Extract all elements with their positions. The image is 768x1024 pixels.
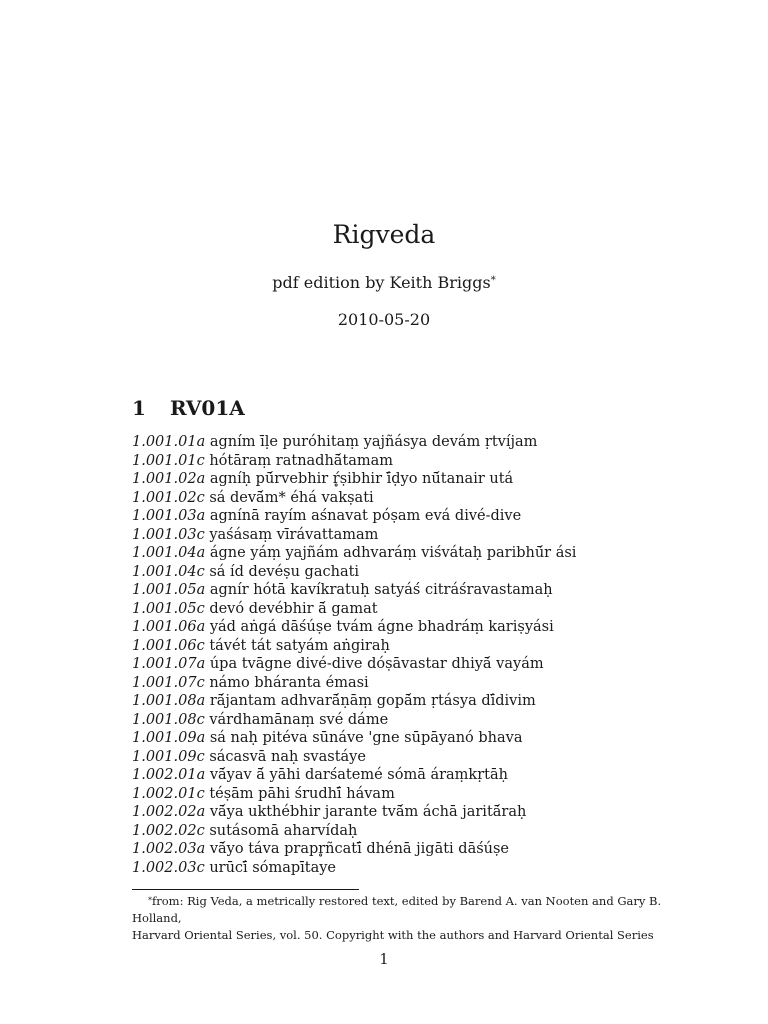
section-heading [132, 394, 245, 422]
verse-line [132, 766, 732, 785]
verse-reference: 1.001.06a [132, 619, 206, 635]
verse-line [132, 618, 732, 637]
verse-line [132, 859, 732, 878]
verse-text: várdhamānaṃ své dáme [209, 711, 389, 728]
footnote-mark: * [148, 896, 152, 905]
verse-text: vā́yo táva prapr̥ñcatī́ dhénā jigāti dāśúṣe [209, 841, 510, 857]
verse-line [132, 563, 732, 582]
section-title: RV01A [170, 396, 245, 420]
verse-text: vā́yav ā́ yāhi darśatemé sómā áraṃkṛtāḥ [209, 767, 508, 783]
verse-reference: 1.002.03a [132, 841, 206, 857]
verse-reference: 1.001.05a [132, 582, 206, 598]
verse-line [132, 544, 732, 563]
document-date: 2010-05-20 [337, 310, 431, 329]
verse-reference: 1.001.04c [132, 563, 205, 580]
verse-text: urūcī́ sómapītaye [209, 859, 337, 876]
verse-text: sá devā́m* éhá vakṣati [209, 489, 374, 506]
verse-reference: 1.002.02c [132, 822, 205, 839]
verse-reference: 1.001.09a [132, 730, 206, 746]
verse-reference: 1.001.06c [132, 637, 205, 654]
verse-text: námo bháranta émasi [209, 674, 369, 691]
footnote-rule [132, 889, 359, 890]
footnote-line-2: Harvard Oriental Series, vol. 50. Copyright with the authors and Harvard Oriental Series [132, 928, 654, 942]
verse-line [132, 748, 732, 767]
verse-text: téṣām pāhi śrudhī́ hávam [209, 785, 395, 802]
subtitle-text: pdf edition by Keith Briggs [272, 273, 491, 292]
verse-line [132, 470, 732, 489]
verse-text: sá íd devéṣu gachati [209, 563, 360, 580]
verse-line [132, 600, 732, 619]
verse-text: yaśásaṃ vīrávattamam [209, 526, 379, 543]
verse-text: sácasvā naḥ svastáye [209, 748, 366, 765]
verse-line [132, 581, 732, 600]
verse-reference: 1.002.01a [132, 767, 206, 783]
verse-text: sutásomā aharvídaḥ [209, 822, 358, 839]
verse-text: yád aṅgá dāśúṣe tvám ágne bhadráṃ kariṣyási [209, 619, 554, 635]
verse-text: távét tát satyám aṅgiraḥ [209, 637, 390, 654]
verse-reference: 1.001.03c [132, 526, 205, 543]
verse-text: agníḥ pū́rvebhir ŕ̥ṣibhir ī́ḍyo nū́tanair utá [209, 471, 514, 487]
verse-text: rā́jantam adhvarā́ṇāṃ gopā́m ṛtásya dī́divim [209, 693, 536, 709]
verse-reference: 1.001.01a [132, 434, 206, 450]
verse-text: agnínā rayím aśnavat póṣam evá divé-dive [209, 508, 522, 524]
verse-reference: 1.001.07a [132, 656, 206, 672]
verse-line [132, 489, 732, 508]
page-number: 1 [379, 952, 389, 968]
footnote [132, 893, 712, 944]
verse-reference: 1.002.02a [132, 804, 206, 820]
verse-reference: 1.001.08c [132, 711, 205, 728]
verse-line [132, 674, 732, 693]
document-title: Rigveda [332, 220, 436, 249]
verse-line [132, 785, 732, 804]
verse-line [132, 711, 732, 730]
verse-list [132, 433, 732, 877]
verse-reference: 1.001.04a [132, 545, 206, 561]
verse-text: hótāraṃ ratnadhā́tamam [209, 452, 394, 469]
verse-line [132, 840, 732, 859]
verse-reference: 1.001.02a [132, 471, 206, 487]
verse-reference: 1.001.03a [132, 508, 206, 524]
footnote-marker: * [490, 275, 496, 286]
verse-text: sá naḥ pitéva sūnáve 'gne sūpāyanó bhava [209, 730, 523, 746]
verse-line [132, 655, 732, 674]
verse-reference: 1.001.05c [132, 600, 205, 617]
verse-reference: 1.001.02c [132, 489, 205, 506]
verse-reference: 1.001.01c [132, 452, 205, 469]
verse-reference: 1.001.09c [132, 748, 205, 765]
verse-text: agním īḷe puróhitaṃ yajñásya devám ṛtvíjam [209, 434, 538, 450]
verse-line [132, 526, 732, 545]
verse-text: úpa tvāgne divé-dive dóṣāvastar dhiyā́ vayám [209, 656, 544, 672]
verse-line [132, 729, 732, 748]
footnote-line-1 [132, 893, 712, 927]
verse-line [132, 692, 732, 711]
verse-text: ágne yáṃ yajñám adhvaráṃ viśvátaḥ paribhū́r ási [209, 545, 577, 561]
verse-reference: 1.001.08a [132, 693, 206, 709]
footnote-text-1: from: Rig Veda, a metrically restored text, edited by Barend A. van Nooten and Gary B. Holland, [132, 894, 662, 925]
section-number: 1 [132, 396, 146, 420]
verse-text: devó devébhir ā́ gamat [209, 600, 378, 617]
verse-text: agnír hótā kavíkratuḥ satyáś citráśravastamaḥ [209, 582, 553, 598]
verse-reference: 1.001.07c [132, 674, 205, 691]
verse-line [132, 452, 732, 471]
verse-line [132, 822, 732, 841]
verse-reference: 1.002.01c [132, 785, 205, 802]
verse-line [132, 507, 732, 526]
verse-text: vā́ya ukthébhir jarante tvā́m áchā jaritā́raḥ [209, 804, 527, 820]
verse-reference: 1.002.03c [132, 859, 205, 876]
verse-line [132, 433, 732, 452]
verse-line [132, 637, 732, 656]
document-subtitle [0, 272, 768, 294]
verse-line [132, 803, 732, 822]
